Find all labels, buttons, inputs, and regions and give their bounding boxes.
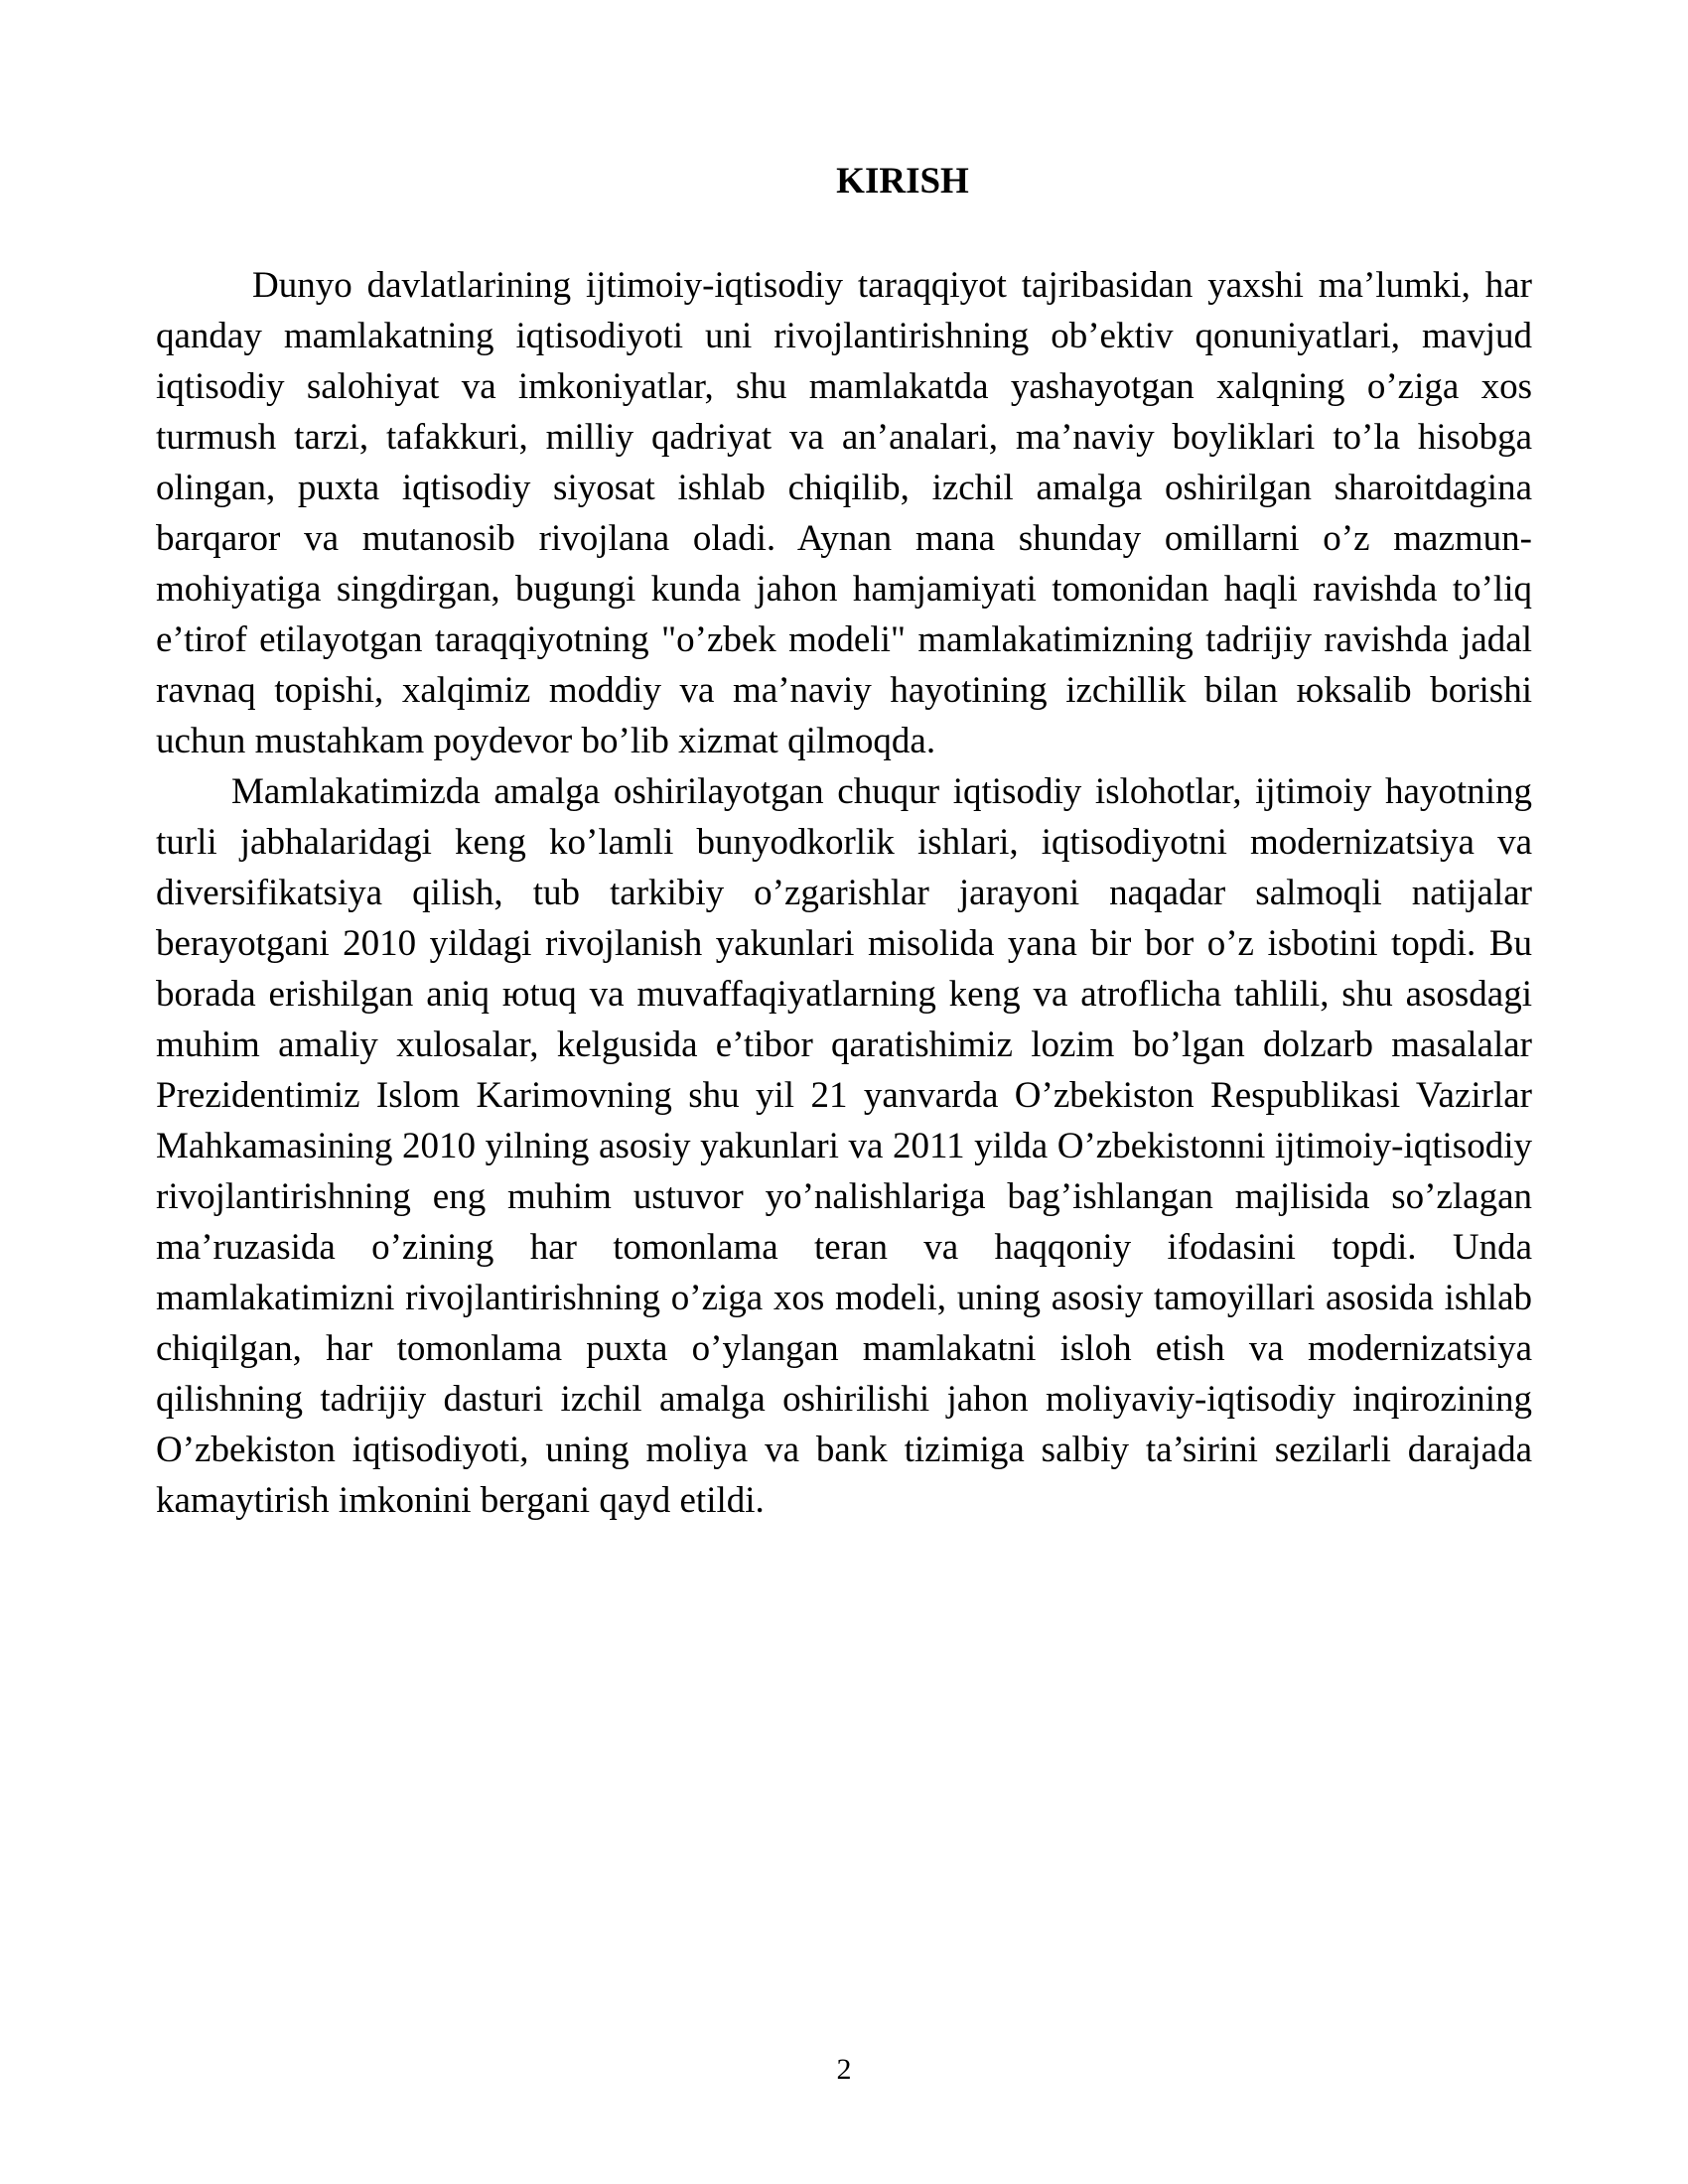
body-text [156,260,1532,1526]
paragraph-1: Dunyo davlatlarining ijtimoiy-iqtisodiy taraqqiyot tajribasidan yaxshi ma’lumki, har qanday mamlakatning iqtisodiyoti uni rivojlantirishning ob’ektiv qonuniyatlari, mavjud iqtisodiy salohiyat va imkoniyatlar, shu mamlakatda yashayotgan xalqning o’ziga xos turmush tarzi, tafakkuri, milliy qadriyat va an’analari, ma’naviy boyliklari to’la hisobga olingan, puxta iqtisodiy siyosat ishlab chiqilib, izchil amalga oshirilgan sharoitdagina barqaror va mutanosib rivojlana oladi. Aynan mana shunday omillarni o’z mazmun-mohiyatiga singdirgan, bugungi kunda jahon hamjamiyati tomonidan haqli ravishda to’liq e’tirof etilayotgan taraqqiyotning "o’zbek modeli" mamlakatimizning tadrijiy ravishda jadal ravnaq topishi, xalqimiz moddiy va ma’naviy hayotining izchillik bilan юksalib borishi uchun mustahkam poydevor bo’lib xizmat qilmoqda. [156,265,1532,761]
page-number: 2 [836,2053,852,2086]
paragraph-2: Mamlakatimizda amalga oshirilayotgan chuqur iqtisodiy islohotlar, ijtimoiy hayotning turli jabhalaridagi keng ko’lamli bunyodkorlik ishlari, iqtisodiyotni modernizatsiya va diversifikatsiya qilish, tub tarkibiy o’zgarishlar jarayoni naqadar salmoqli natijalar berayotgani 2010 yildagi rivojlanish yakunlari misolida yana bir bor o’z isbotini topdi. Bu borada erishilgan aniq юtuq va muvaffaqiyatlarning keng va atroflicha tahlili, shu asosdagi muhim amaliy xulosalar, kelgusida e’tibor qaratishimiz lozim bo’lgan dolzarb masalalar Prezidentimiz Islom Karimovning shu yil 21 yanvarda O’zbekiston Respublikasi Vazirlar Mahkamasining 2010 yilning asosiy yakunlari va 2011 yilda O’zbekistonni ijtimoiy-iqtisodiy rivojlantirishning eng muhim ustuvor yo’nalishlariga bag’ishlangan majlisida so’zlagan ma’ruzasida o’zining har tomonlama teran va haqqoniy ifodasini topdi. Unda mamlakatimizni rivojlantirishning o’ziga xos modeli, uning asosiy tamoyillari asosida ishlab chiqilgan, har tomonlama puxta o’ylangan mamlakatni isloh etish va modernizatsiya qilishning tadrijiy dasturi izchil amalga oshirilishi jahon moliyaviy-iqtisodiy inqirozining O’zbekiston iqtisodiyoti, uning moliya va bank tizimiga salbiy ta’sirini sezilarli darajada kamaytirish imkonini bergani qayd etildi. [156,771,1532,1521]
page-title: KIRISH [836,161,969,202]
